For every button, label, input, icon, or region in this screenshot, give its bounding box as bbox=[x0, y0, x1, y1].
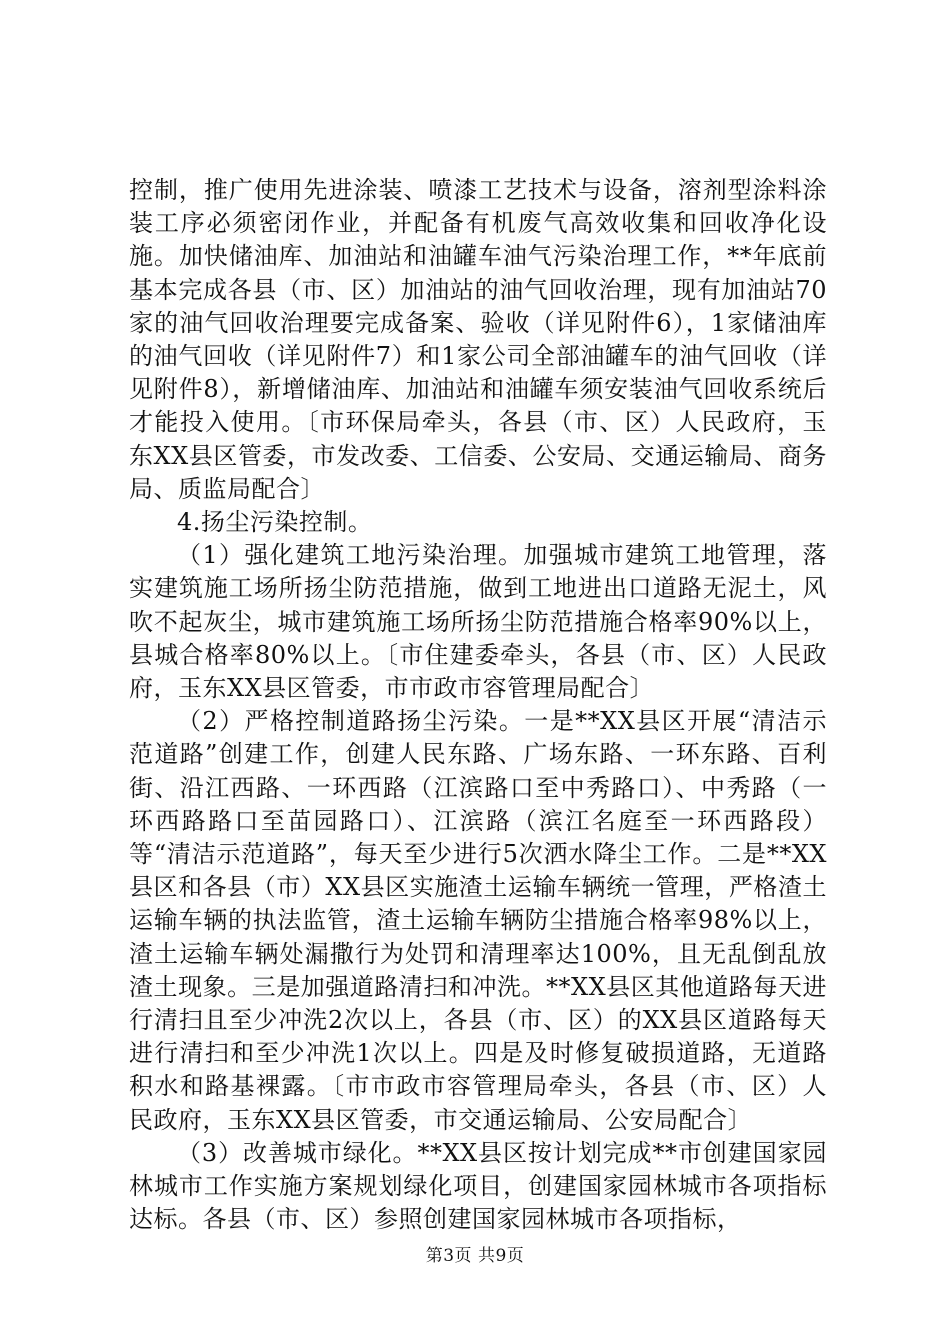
section-heading: 4.扬尘污染控制。 bbox=[177, 508, 373, 537]
paragraph: （2）严格控制道路扬尘污染。一是**XX县区开展“清洁示范道路”创建工作，创建人民东路、广场东路、一环东路、百利街、沿江西路、一环西路（江滨路口至中秀路口）、中秀路（一环西路路口至苗园路口）、江滨路（滨江名庭至一环西路段）等“清洁示范道路”，每天至少进行5次洒水降尘工作。二是**XX县区和各县（市）XX县区实施渣土运输车辆统一管理，严格渣土运输车辆的执法监管，渣土运输车辆防尘措施合格率98%以上，渣土运输车辆处漏撒行为处罚和清理率达100%，且无乱倒乱放渣土现象。三是加强道路清扫和冲洗。**XX县区其他道路每天进行清扫且至少冲洗2次以上，各县（市、区）的XX县区道路每天进行清扫和至少冲洗1次以上。四是及时修复破损道路，无道路积水和路基裸露。〔市市政市容管理局牵头，各县（市、区）人民政府，玉东XX县区管委，市交通运输局、公安局配合〕 bbox=[129, 707, 827, 1134]
document-body bbox=[129, 174, 827, 1237]
paragraph: （1）强化建筑工地污染治理。加强城市建筑工地管理，落实建筑施工场所扬尘防范措施，做到工地进出口道路无泥土，风吹不起灰尘，城市建筑施工场所扬尘防范措施合格率90%以上，县城合格率80%以上。〔市住建委牵头，各县（市、区）人民政府，玉东XX县区管委，市市政市容管理局配合〕 bbox=[129, 541, 827, 703]
paragraph: 控制，推广使用先进涂装、喷漆工艺技术与设备，溶剂型涂料涂装工序必须密闭作业，并配备有机废气高效收集和回收净化设施。加快储油库、加油站和油罐车油气污染治理工作，**年底前基本完成各县（市、区）加油站的油气回收治理，现有加油站70家的油气回收治理要完成备案、验收（详见附件6），1家储油库的油气回收（详见附件7）和1家公司全部油罐车的油气回收（详见附件8），新增储油库、加油站和油罐车须安装油气回收系统后才能投入使用。〔市环保局牵头，各县（市、区）人民政府，玉东XX县区管委，市发改委、工信委、公安局、交通运输局、商务局、质监局配合〕 bbox=[129, 176, 827, 503]
page-number-footer: 第3页 共9页 bbox=[425, 1246, 525, 1266]
paragraph: （3）改善城市绿化。**XX县区按计划完成**市创建国家园林城市工作实施方案规划绿化项目，创建国家园林城市各项指标达标。各县（市、区）参照创建国家园林城市各项指标， bbox=[129, 1138, 827, 1234]
